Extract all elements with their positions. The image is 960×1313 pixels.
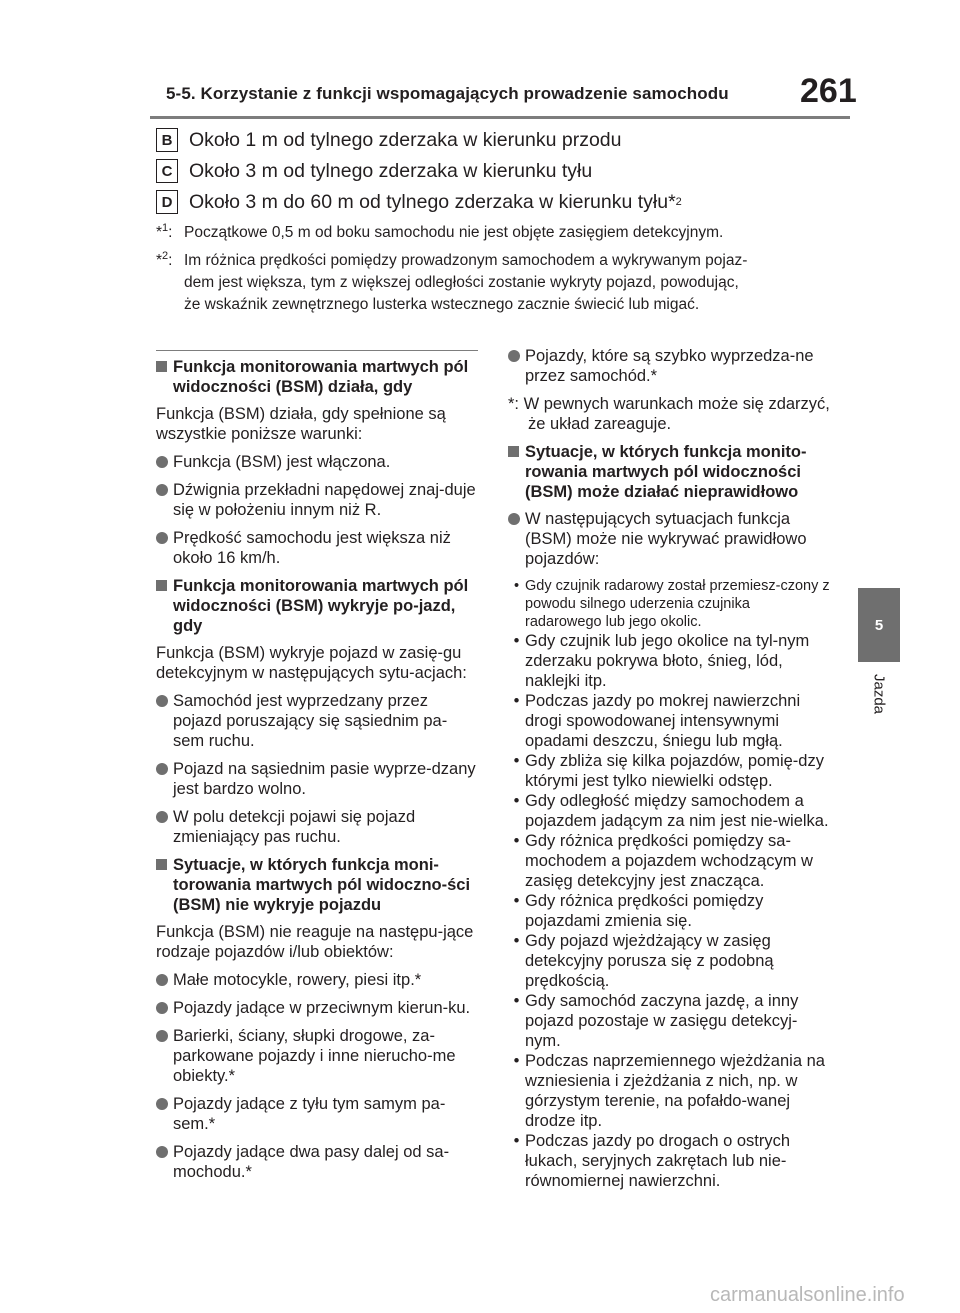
heading-text: Sytuacje, w których funkcja moni-torowania martwych pól widoczno-ści (BSM) nie wykryje pojazdu (173, 856, 471, 914)
square-bullet-icon (508, 446, 519, 457)
paragraph-text: Funkcja (BSM) wykryje pojazd w zasię-gu detekcyjnym w następujących sytu-acjach: (156, 644, 467, 682)
footnote-marker: *$^2$: (156, 249, 173, 269)
list-item (156, 759, 478, 799)
dot-bullet-icon: • (513, 1132, 520, 1150)
zone-row-d: D Około 3 m do 60 m od tylnego zderzaka w kierunku tyłu* 2 (156, 190, 682, 214)
sub-list-item (508, 631, 830, 691)
sub-list-item-text: Gdy różnica prędkości pomiędzy pojazdami zmienia się. (525, 892, 764, 930)
list-item-text: Pojazdy jadące dwa pasy dalej od sa-mochodu.* (173, 1143, 450, 1181)
list-item-text: Pojazd na sąsiednim pasie wyprze-dzany jest bardzo wolno. (173, 760, 476, 798)
circle-bullet-icon (508, 350, 520, 362)
list-item-text: Pojazdy jadące z tyłu tym samym pa-sem.* (173, 1095, 446, 1133)
list-item (156, 1026, 478, 1086)
sub-list-item-text: Gdy zbliża się kilka pojazdów, pomię-dzy którymi jest tylko niewielki odstęp. (525, 752, 824, 790)
sub-list-item-text: Podczas jazdy po drogach o ostrych łukach, seryjnych zakrętach lub nie-równomiernej nawierzchni. (525, 1132, 791, 1190)
header-rule (150, 116, 850, 119)
dot-bullet-icon: • (513, 692, 520, 710)
sub-list-item-text: Podczas naprzemiennego wjeżdżania na wzniesienia i zjeżdżania z nich, np. w górzystym terenie, na pofałdo-wanej drodze itp. (525, 1052, 825, 1130)
section-title: 5-5. Korzystanie z funkcji wspomagających prowadzenie samochodu (166, 84, 729, 103)
list-item-text: W następujących sytuacjach funkcja (BSM) może nie wykrywać prawidłowo pojazdów: (525, 510, 807, 568)
paragraph (156, 922, 478, 962)
dot-bullet-icon: • (513, 992, 520, 1010)
dot-bullet-icon: • (513, 792, 520, 810)
sub-list-item-text: Gdy samochód zaczyna jazdę, a inny pojazd pozostaje w zasięgu detekcyj-nym. (525, 992, 799, 1050)
footnote-marker: *$^1$: (156, 221, 173, 241)
list-item (508, 346, 830, 386)
chapter-label: Jazda (870, 674, 888, 715)
dot-bullet-icon: • (513, 578, 520, 594)
sub-list-item (508, 751, 830, 791)
zone-text: Około 1 m od tylnego zderzaka w kierunku przodu (189, 128, 622, 151)
column-rule (156, 350, 478, 351)
circle-bullet-icon (156, 974, 168, 986)
sub-list-item-text: Gdy pojazd wjeżdżający w zasięg detekcyjny porusza się z podobną prędkością. (525, 932, 774, 990)
footnote-1 (156, 222, 846, 244)
right-column (508, 346, 830, 1191)
circle-bullet-icon (156, 811, 168, 823)
dot-bullet-icon: • (513, 752, 520, 770)
paragraph (156, 643, 478, 683)
circle-bullet-icon (156, 532, 168, 544)
square-bullet-icon (156, 361, 167, 372)
heading-text: Sytuacje, w których funkcja monito-rowania martwych pól widoczności (BSM) może działać nieprawidłowo (525, 443, 807, 501)
sub-list-item (508, 791, 830, 831)
list-item-text: Samochód jest wyprzedzany przez pojazd poruszający się sąsiednim pa-sem ruchu. (173, 692, 448, 750)
heading-text: Funkcja monitorowania martwych pól widoczności (BSM) wykryje po-jazd, gdy (173, 577, 469, 635)
list-item-text: Pojazdy, które są szybko wyprzedza-ne przez samochód.* (525, 347, 814, 385)
heading-text: Funkcja monitorowania martwych pól widoczności (BSM) działa, gdy (173, 358, 469, 396)
sub-list-item-text: Gdy czujnik radarowy został przemiesz-czony z powodu silnego uderzenia czujnika radarowego lub jego okolic. (525, 578, 830, 630)
section-heading (156, 357, 478, 397)
sub-list-item (508, 1131, 830, 1191)
circle-bullet-icon (508, 513, 520, 525)
list-item-text: Prędkość samochodu jest większa niż około 16 km/h. (173, 529, 451, 567)
sub-list-item (508, 577, 830, 631)
dot-bullet-icon: • (513, 832, 520, 850)
circle-bullet-icon (156, 456, 168, 468)
dot-bullet-icon: • (513, 892, 520, 910)
list-item-text: Małe motocykle, rowery, piesi itp.* (173, 971, 422, 989)
dot-bullet-icon: • (513, 632, 520, 650)
sub-list-item-text: Gdy różnica prędkości pomiędzy sa-mochodem a pojazdem wchodzącym w zasięg detekcyjny jest znacząca. (525, 832, 813, 890)
circle-bullet-icon (156, 695, 168, 707)
zone-row-b (156, 128, 621, 152)
zone-letter-box: C (156, 159, 178, 183)
square-bullet-icon (156, 580, 167, 591)
footnote-text: Początkowe 0,5 m od boku samochodu nie jest objęte zasięgiem detekcyjnym. (184, 224, 724, 241)
sub-list-item-text: Gdy czujnik lub jego okolice na tyl-nym zderzaku pokrywa błoto, śnieg, lód, naklejki itp. (525, 632, 810, 690)
list-item (156, 807, 478, 847)
zone-text: Około 3 m do 60 m od tylnego zderzaka w kierunku tyłu* (189, 190, 676, 213)
left-column (156, 357, 478, 1190)
footnote-2 (156, 250, 846, 316)
zone-row-c (156, 159, 592, 183)
sub-list-item (508, 831, 830, 891)
list-item (156, 998, 478, 1018)
sub-list-item (508, 1051, 830, 1131)
chapter-tab[interactable]: 5 (858, 588, 900, 662)
paragraph-text: Funkcja (BSM) nie reaguje na następu-jące rodzaje pojazdów i/lub obiektów: (156, 923, 474, 961)
zone-letter-box: B (156, 128, 178, 152)
footnote-text: dem jest większa, tym z większej odległości zostanie wykryty pojazd, powodując, (184, 274, 739, 291)
page-number: 261 (800, 72, 857, 110)
list-item (156, 528, 478, 568)
list-item-text: Dźwignia przekładni napędowej znaj-duje się w położeniu innym niż R. (173, 481, 476, 519)
circle-bullet-icon (156, 484, 168, 496)
note (508, 394, 830, 434)
zone-text: Około 3 m od tylnego zderzaka w kierunku tyłu (189, 159, 593, 182)
sub-list-item (508, 891, 830, 931)
list-item (156, 970, 478, 990)
sub-list-item-text: Podczas jazdy po mokrej nawierzchni drogi spowodowanej intensywnymi opadami deszczu, śniegu lub mgłą. (525, 692, 801, 750)
dot-bullet-icon: • (513, 932, 520, 950)
square-bullet-icon (156, 859, 167, 870)
section-heading (156, 576, 478, 636)
circle-bullet-icon (156, 1030, 168, 1042)
circle-bullet-icon (156, 1002, 168, 1014)
list-item-text: Pojazdy jadące w przeciwnym kierun-ku. (173, 999, 471, 1017)
dot-bullet-icon: • (513, 1052, 520, 1070)
circle-bullet-icon (156, 1146, 168, 1158)
sub-list-item (508, 931, 830, 991)
zone-letter-box: D (156, 190, 178, 214)
list-item-text: Funkcja (BSM) jest włączona. (173, 453, 391, 471)
paragraph-text: Funkcja (BSM) działa, gdy spełnione są wszystkie poniższe warunki: (156, 405, 446, 443)
list-item-text: Barierki, ściany, słupki drogowe, za-parkowane pojazdy i inne nierucho-me obiekty.* (173, 1027, 456, 1085)
sub-list-item (508, 991, 830, 1051)
sub-list-item (508, 691, 830, 751)
watermark: carmanualsonline.info (710, 1284, 905, 1306)
list-item (156, 1142, 478, 1182)
section-heading (156, 855, 478, 915)
circle-bullet-icon (156, 1098, 168, 1110)
list-item (156, 452, 478, 472)
sub-list-item-text: Gdy odległość między samochodem a pojazdem jadącym za nim jest nie-wielka. (525, 792, 829, 830)
paragraph (156, 404, 478, 444)
circle-bullet-icon (156, 763, 168, 775)
list-item (156, 480, 478, 520)
list-item (508, 509, 830, 569)
footnote-text: że wskaźnik zewnętrznego lusterka wstecznego zacznie świecić lub migać. (184, 296, 700, 313)
list-item (156, 691, 478, 751)
list-item-text: W polu detekcji pojawi się pojazd zmieniający pas ruchu. (173, 808, 416, 846)
note-text: *: W pewnych warunkach może się zdarzyć, że układ zareaguje. (508, 395, 830, 433)
section-heading (508, 442, 830, 502)
list-item (156, 1094, 478, 1134)
footnote-text: Im różnica prędkości pomiędzy prowadzonym samochodem a wykrywanym pojaz- (184, 252, 748, 269)
